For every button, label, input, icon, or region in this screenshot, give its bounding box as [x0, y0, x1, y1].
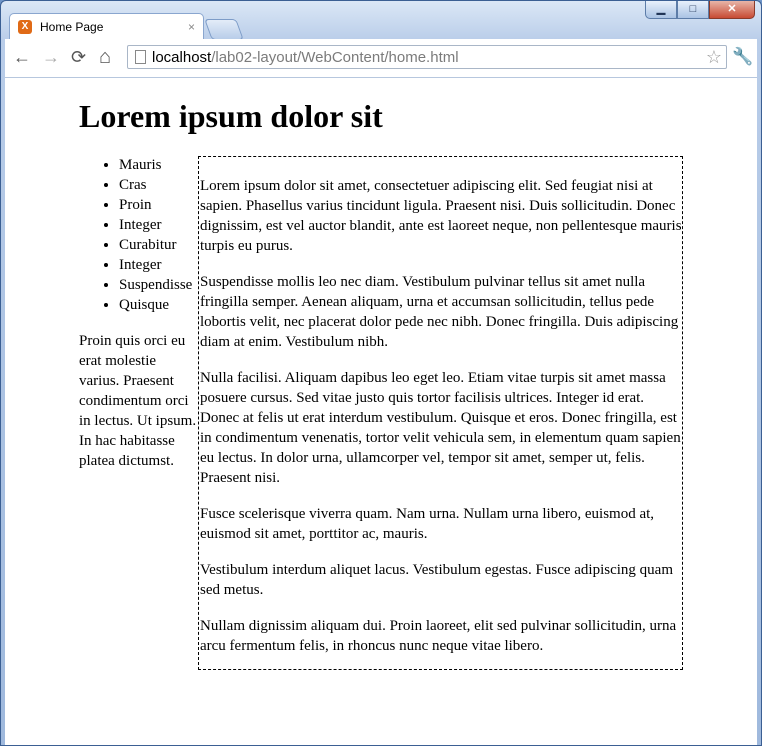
- nav-item[interactable]: • Integer: [119, 255, 199, 275]
- minimize-icon: ▁: [656, 3, 666, 15]
- nav-item[interactable]: • Proin: [119, 195, 199, 215]
- nav-item[interactable]: • Curabitur: [119, 235, 199, 255]
- window-controls: [645, 1, 755, 19]
- nav-item[interactable]: • Mauris: [119, 155, 199, 175]
- page-viewport: [5, 78, 757, 745]
- nav-list: [79, 155, 199, 315]
- url-text[interactable]: [152, 49, 459, 67]
- minimize-button[interactable]: [645, 1, 677, 19]
- maximize-icon: □: [689, 3, 697, 15]
- browser-toolbar: [5, 39, 757, 78]
- url-host: localhost: [152, 49, 212, 66]
- close-icon: ✕: [727, 3, 737, 15]
- close-window-button[interactable]: [709, 1, 755, 19]
- nav-item[interactable]: • Integer: [119, 215, 199, 235]
- tab-close-icon[interactable]: ×: [187, 20, 195, 34]
- maximize-button[interactable]: [677, 1, 709, 19]
- url-path: /lab02-layout/WebContent/home.html: [211, 49, 459, 66]
- sidebar: [79, 155, 199, 471]
- nav-item[interactable]: • Suspendisse: [119, 275, 199, 295]
- content-paragraph: Nulla facilisi. Aliquam dapibus leo eget leo. Etiam vitae turpis sit amet massa posuere cursus. Sed vitae justo quis tortor facilisis ultrices. Integer id erat. Donec at felis ut erat interdum vestibulum. Quisque et eros. Donec fringilla, est in condimentum venenatis, tortor velit vehicula sem, in elementum quam sapien eu lectus. In dolor urna, ullamcorper vel, tempor sit amet, semper ut, felis. Praesent nisi.: [200, 370, 681, 486]
- content-paragraph: Fusce scelerisque viverra quam. Nam urna. Nullam urna libero, euismod at, euismod sit amet, porttitor ac, mauris.: [200, 506, 655, 542]
- sidebar-text: Proin quis orci eu erat molestie varius. Praesent condimentum orci in lectus. Ut ipsum. In hac habitasse platea dictumst.: [79, 333, 197, 469]
- address-bar[interactable]: [127, 45, 727, 69]
- bookmark-star-icon[interactable]: ☆: [705, 47, 722, 67]
- nav-item[interactable]: • Quisque: [119, 295, 199, 315]
- content-paragraph: Suspendisse mollis leo nec diam. Vestibulum pulvinar tellus sit amet nulla fringilla semper. Aenean aliquam, urna et accumsan sollicitudin, tellus pede lobortis velit, nec placerat dolor pede nec nibh. Donec fringilla. Duis adipiscing diam at enim. Vestibulum nibh.: [200, 274, 679, 350]
- content-paragraph: Vestibulum interdum aliquet lacus. Vestibulum egestas. Fusce adipiscing quam sed metus.: [200, 562, 673, 598]
- nav-item[interactable]: • Cras: [119, 175, 199, 195]
- xampp-icon: X: [18, 20, 32, 34]
- back-arrow-icon[interactable]: ←: [13, 47, 31, 67]
- tab-home-page[interactable]: [9, 13, 204, 40]
- tab-title: Home Page: [40, 20, 104, 34]
- home-icon[interactable]: ⌂: [99, 46, 112, 68]
- page-icon: [135, 50, 146, 64]
- page-title: Lorem ipsum dolor sit: [79, 98, 383, 134]
- reload-icon[interactable]: ⟳: [71, 47, 87, 67]
- content-paragraph: Nullam dignissim aliquam dui. Proin laoreet, elit sed pulvinar sollicitudin, urna arcu fermentum felis, in rhoncus nunc neque vitae libero.: [200, 618, 677, 654]
- wrench-icon[interactable]: 🔧: [732, 47, 754, 66]
- main-content: [198, 156, 683, 670]
- forward-arrow-icon[interactable]: →: [42, 47, 60, 67]
- content-paragraph: Lorem ipsum dolor sit amet, consectetuer adipiscing elit. Sed feugiat nisi at sapien. Phasellus varius tincidunt ligula. Praesent nisi. Duis sollicitudin. Donec dignissim, est vel auctor blandit, ante est laoreet neque, non pellentesque mauris turpis eu purus.: [200, 178, 682, 254]
- new-tab-button[interactable]: [204, 19, 244, 40]
